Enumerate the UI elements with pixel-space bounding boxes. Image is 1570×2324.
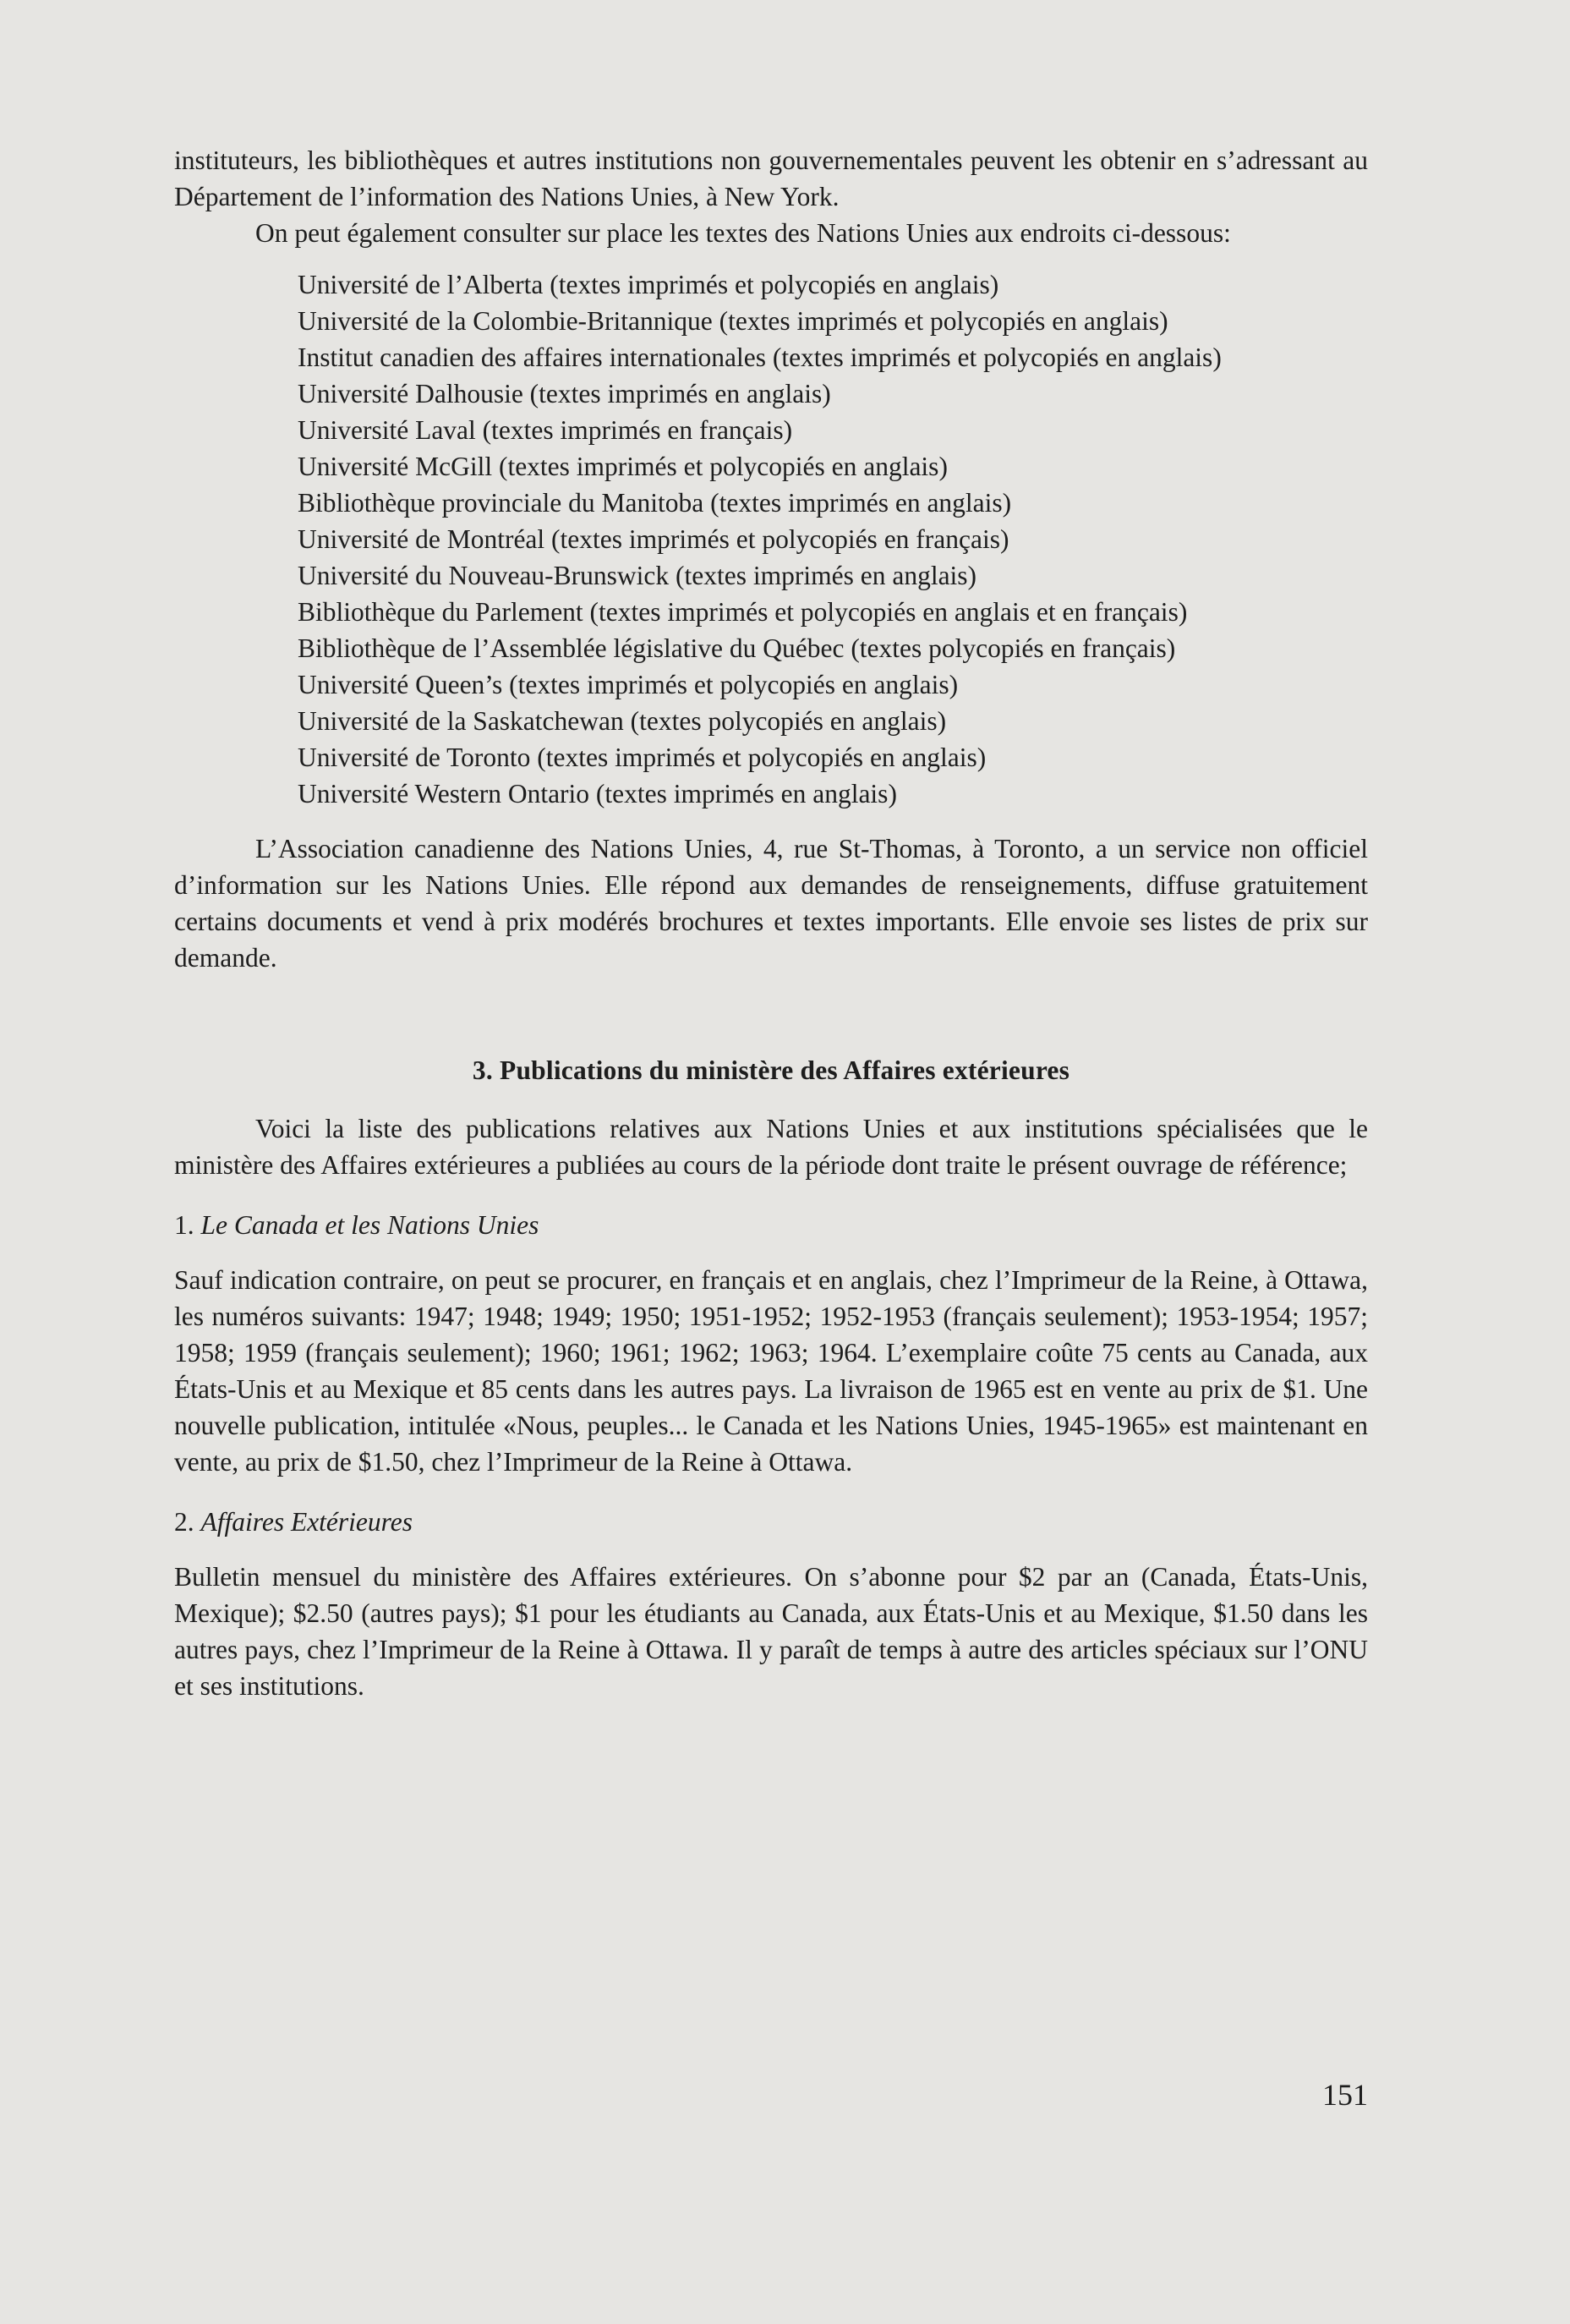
paragraph-institutions: instituteurs, les bibliothèques et autres institutions non gouvernementales peuvent les obtenir en s’adressant au Département de l’information des Nations Unies, à New York.: [174, 145, 1368, 211]
location-item: Université de la Saskatchewan (textes polycopiés en anglais): [298, 706, 947, 736]
location-item: Université de Montréal (textes imprimés et polycopiés en français): [298, 524, 1009, 554]
location-item: Université du Nouveau-Brunswick (textes imprimés en anglais): [298, 561, 977, 590]
item-1-number: 1.: [174, 1210, 194, 1240]
location-item: Institut canadien des affaires internationales (textes imprimés et polycopiés en anglais): [298, 343, 1222, 372]
paragraph-consultation: On peut également consulter sur place les textes des Nations Unies aux endroits ci-dessous:: [255, 218, 1231, 248]
item-2-title: Affaires Extérieures: [200, 1507, 413, 1537]
location-item: Université Western Ontario (textes imprimés en anglais): [298, 779, 897, 808]
section-intro: Voici la liste des publications relatives aux Nations Unies et aux institutions spécialisées que le ministère des Affaires extérieures a publiées au cours de la période dont traite le présent ouvrage de référence;: [174, 1114, 1368, 1180]
item-2-body: Bulletin mensuel du ministère des Affaires extérieures. On s’abonne pour $2 par an (Canada, États-Unis, Mexique); $2.50 (autres pays); $1 pour les étudiants au Canada, aux États-Unis et au Mexique, $1.50 dans les autres pays, chez l’Imprimeur de la Reine à Ottawa. Il y paraît de temps à autre des articles spéciaux sur l’ONU et ses institutions.: [174, 1562, 1368, 1701]
item-2-heading: [174, 1504, 1368, 1540]
item-1-heading: [174, 1207, 1368, 1243]
location-item: Université Dalhousie (textes imprimés en anglais): [298, 379, 831, 408]
section-heading: 3. Publications du ministère des Affaires extérieures: [472, 1055, 1070, 1085]
location-item: Université Laval (textes imprimés en français): [298, 415, 793, 445]
item-1-title: Le Canada et les Nations Unies: [200, 1210, 539, 1240]
location-item: Bibliothèque du Parlement (textes imprimés et polycopiés en anglais et en français): [298, 597, 1188, 627]
page-content: [174, 142, 1368, 1704]
location-item: Université de Toronto (textes imprimés et polycopiés en anglais): [298, 743, 987, 772]
location-item: Bibliothèque provinciale du Manitoba (textes imprimés en anglais): [298, 488, 1012, 518]
paragraph-association: L’Association canadienne des Nations Unies, 4, rue St-Thomas, à Toronto, a un service non officiel d’information sur les Nations Unies. Elle répond aux demandes de renseignements, diffuse gratuitement certains documents et vend à prix modérés brochures et textes importants. Elle envoie ses listes de prix sur demande.: [174, 834, 1368, 973]
location-item: Université Queen’s (textes imprimés et polycopiés en anglais): [298, 670, 959, 699]
locations-list: [298, 266, 1368, 812]
location-item: Université de l’Alberta (textes imprimés et polycopiés en anglais): [298, 270, 999, 299]
item-2-number: 2.: [174, 1507, 194, 1537]
page-number: 151: [1322, 2078, 1368, 2112]
location-item: Bibliothèque de l’Assemblée législative du Québec (textes polycopiés en français): [298, 633, 1176, 663]
location-item: Université de la Colombie-Britannique (textes imprimés et polycopiés en anglais): [298, 306, 1168, 336]
item-1-body: Sauf indication contraire, on peut se procurer, en français et en anglais, chez l’Imprimeur de la Reine, à Ottawa, les numéros suivants: 1947; 1948; 1949; 1950; 1951-1952; 1952-1953 (français seulement); 1953-1954; 1957; 1958; 1959 (français seulement); 1960; 1961; 1962; 1963; 1964. L’exemplaire coûte 75 cents au Canada, aux États-Unis et au Mexique et 85 cents dans les autres pays. La livraison de 1965 est en vente au prix de $1. Une nouvelle publication, intitulée «Nous, peuples... le Canada et les Nations Unies, 1945-1965» est maintenant en vente, au prix de $1.50, chez l’Imprimeur de la Reine à Ottawa.: [174, 1265, 1368, 1477]
location-item: Université McGill (textes imprimés et polycopiés en anglais): [298, 452, 948, 481]
